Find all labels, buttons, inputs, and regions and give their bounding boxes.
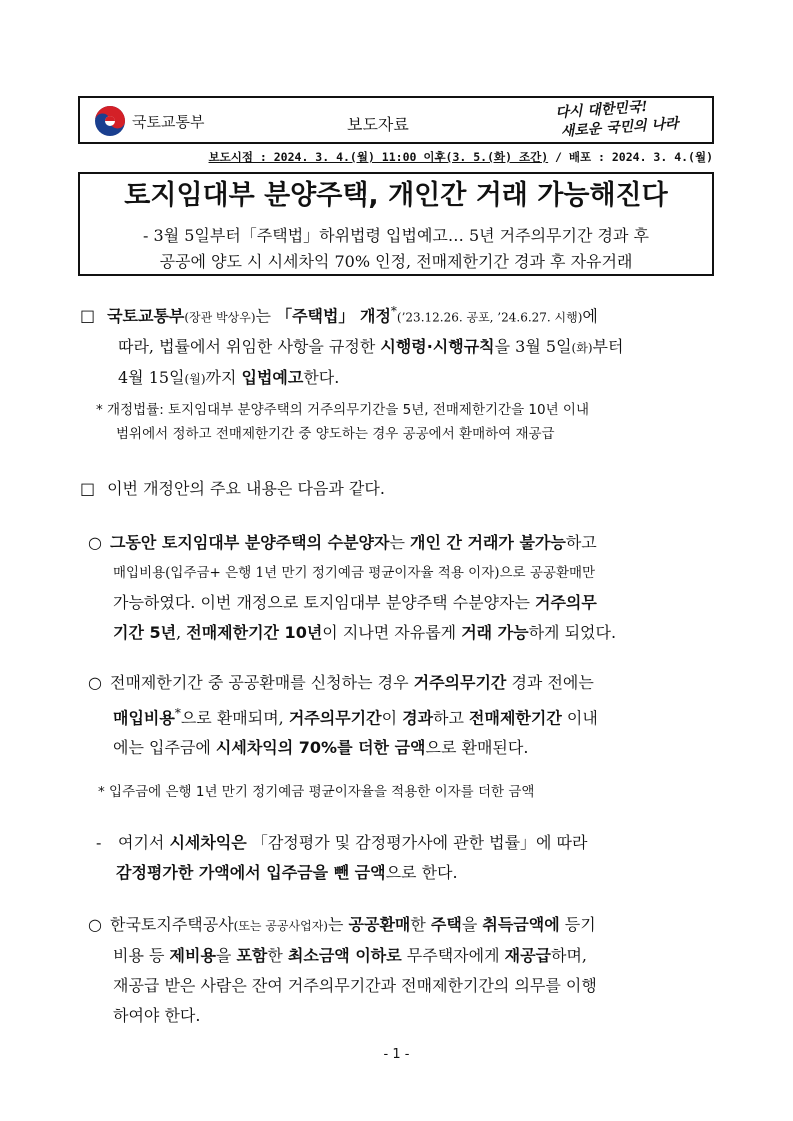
release-info — [209, 149, 713, 165]
subtitle-line1: - 3월 5일부터「주택법」하위법령 입법예고… 5년 거주의무기간 경과 후 — [143, 226, 649, 245]
slogan-line2: 새로운 국민의 나라 — [560, 115, 680, 140]
distribution-date: / 배포 : 2024. 3. 4.(월) — [548, 150, 713, 164]
section-announcement: □ 국토교통부(장관 박상우)는 「주택법」 개정*(’23.12.26. 공포, ’24.6.27. 시행)에 따라, 법률에서 위임한 사항을 규정한 시행령·시행규칙을 3월 5일(화)부터 4월 15일(월)까지 입법예고한다. — [80, 296, 720, 394]
page-title: 토지임대부 분양주택, 개인간 거래 가능해진다 — [124, 180, 668, 211]
page-number: - 1 - — [383, 1047, 410, 1062]
ministry-logo — [94, 104, 204, 138]
embargo-time: 보도시점 : 2024. 3. 4.(월) 11:00 이후(3. 5.(화) 조간) — [208, 150, 549, 164]
taegeuk-emblem-icon — [94, 105, 126, 137]
document-type: 보도자료 — [347, 115, 409, 134]
footnote-purchase-cost: * 입주금에 은행 1년 만기 정기예금 평균이자율을 적용한 이자를 더한 금액 — [98, 784, 535, 800]
bullet-private-trade: ○ 그동안 토지임대부 분양주택의 수분양자는 개인 간 거래가 불가능하고 매입비용(입주금+ 은행 1년 만기 정기예금 평균이자율 적용 이자)으로 공공환매만 가능하였다. 이번 개정으로 토지임대부 분양주택 수분양자는 거주의무 기간 5년, 전매제한기간 10년이 지나면 자유롭게 거래 가능하게 되었다. — [88, 528, 728, 648]
dash-bullet: - — [96, 833, 102, 852]
square-bullet: □ — [80, 306, 96, 326]
bullet-public-buyback: ○ 전매제한기간 중 공공환매를 신청하는 경우 거주의무기간 경과 전에는 매입비용*으로 환매되며, 거주의무기간이 경과하고 전매제한기간 이내 에는 입주금에 시세차익의 70%를 더한 금액으로 환매된다. — [88, 668, 728, 763]
bullet-resupply: ○ 한국토지주택공사(또는 공공사업자)는 공공환매한 주택을 취득금액에 등기 비용 등 제비용을 포함한 최소금액 이하로 무주택자에게 재공급하며, 재공급 받은 사람은 잔여 거주의무기간과 전매제한기간의 의무를 이행 하여야 한다. — [88, 910, 728, 1031]
square-bullet: □ — [80, 479, 96, 498]
slogan-line1: 다시 대한민국! — [554, 98, 648, 122]
circle-bullet: ○ — [88, 533, 102, 552]
item-price-gain-definition: - 여기서 시세차익은 「감정평가 및 감정평가사에 관한 법률」에 따라 감정평가한 가액에서 입주금을 뺀 금액으로 한다. — [96, 828, 726, 888]
section-main-contents: □ 이번 개정안의 주요 내용은 다음과 같다. — [80, 474, 720, 504]
circle-bullet: ○ — [88, 915, 102, 934]
circle-bullet: ○ — [88, 673, 102, 692]
subtitle-line2: 공공에 양도 시 시세차익 70% 인정, 전매제한기간 경과 후 자유거래 — [159, 252, 633, 271]
ministry-name: 국토교통부 — [132, 112, 205, 131]
footnote-revised-law: * 개정법률: 토지임대부 분양주택의 거주의무기간을 5년, 전매제한기간을 10년 이내 범위에서 정하고 전매제한기간 중 양도하는 경우 공공에서 환매하여 재공급 — [96, 402, 589, 442]
